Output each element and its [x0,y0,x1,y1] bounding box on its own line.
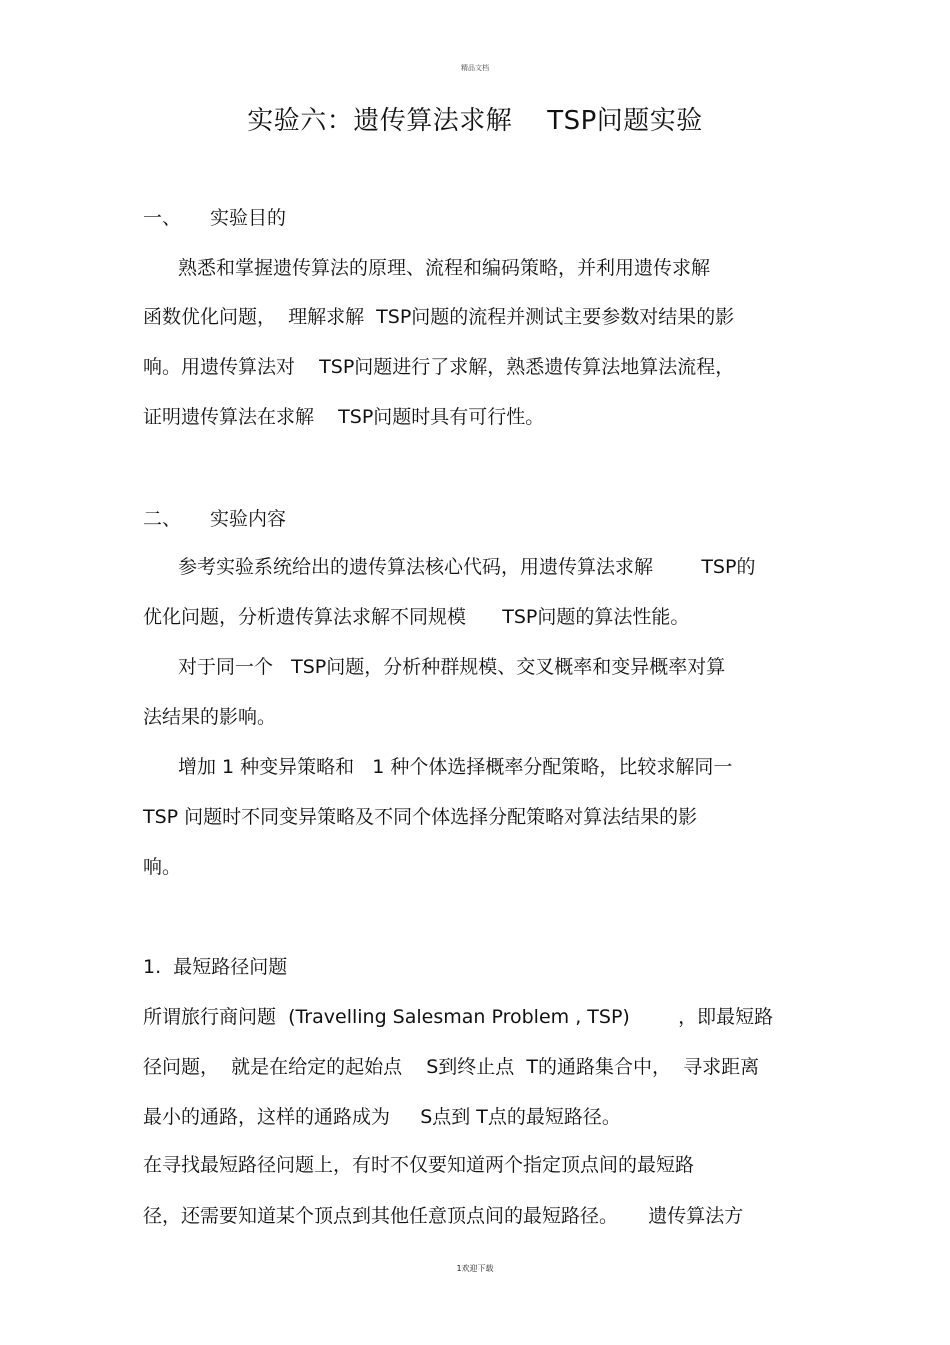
page-title: 实验六：遗传算法求解 TSP问题实验 [247,106,703,136]
subsection1-line-5: 径，还需要知道某个顶点到其他任意顶点间的最短路径。 遗传算法方 [143,1205,744,1227]
section2-line-6: TSP 问题时不同变异策略及不同个体选择分配策略对算法结果的影 [143,806,698,828]
section1-line-2: 函数优化问题， 理解求解 TSP问题的流程并测试主要参数对结果的影 [143,306,735,328]
header-note: 精品文档 [461,64,489,72]
subsection1-line-4: 在寻找最短路径问题上，有时不仅要知道两个指定顶点间的最短路 [143,1154,695,1176]
section1-line-4: 证明遗传算法在求解 TSP问题时具有可行性。 [143,406,545,428]
section2-line-7: 响。 [143,856,182,878]
section2-line-2: 优化问题，分析遗传算法求解不同规模 TSP问题的算法性能。 [143,606,690,628]
section2-line-5: 增加 1 种变异策略和 1 种个体选择概率分配策略，比较求解同一 [178,756,733,778]
section1-number: 一、 [143,207,182,229]
section2-line-1: 参考实验系统给出的遗传算法核心代码，用遗传算法求解 TSP的 [178,556,756,578]
subsection1-line-3: 最小的通路，这样的通路成为 S点到 T点的最短路径。 [143,1106,621,1128]
section2-line-3: 对于同一个 TSP问题，分析种群规模、交叉概率和变异概率对算 [178,656,726,678]
section1-line-1: 熟悉和掌握遗传算法的原理、流程和编码策略，并利用遗传求解 [178,257,711,279]
section1-line-3: 响。用遗传算法对 TSP问题进行了求解，熟悉遗传算法地算法流程， [143,356,735,378]
subsection1-line-2: 径问题， 就是在给定的起始点 S到终止点 T的通路集合中， 寻求距离 [143,1056,760,1078]
section2-title: 实验内容 [210,508,287,530]
section1-title: 实验目的 [210,207,287,229]
section2-number: 二、 [143,508,182,530]
page-footer: 1欢迎下载 [456,1264,494,1273]
subsection1-title: 1. 最短路径问题 [143,956,288,978]
section2-line-4: 法结果的影响。 [143,706,277,728]
subsection1-line-1: 所谓旅行商问题 (Travelling Salesman Problem , TSP) ，即最短路 [143,1006,774,1028]
